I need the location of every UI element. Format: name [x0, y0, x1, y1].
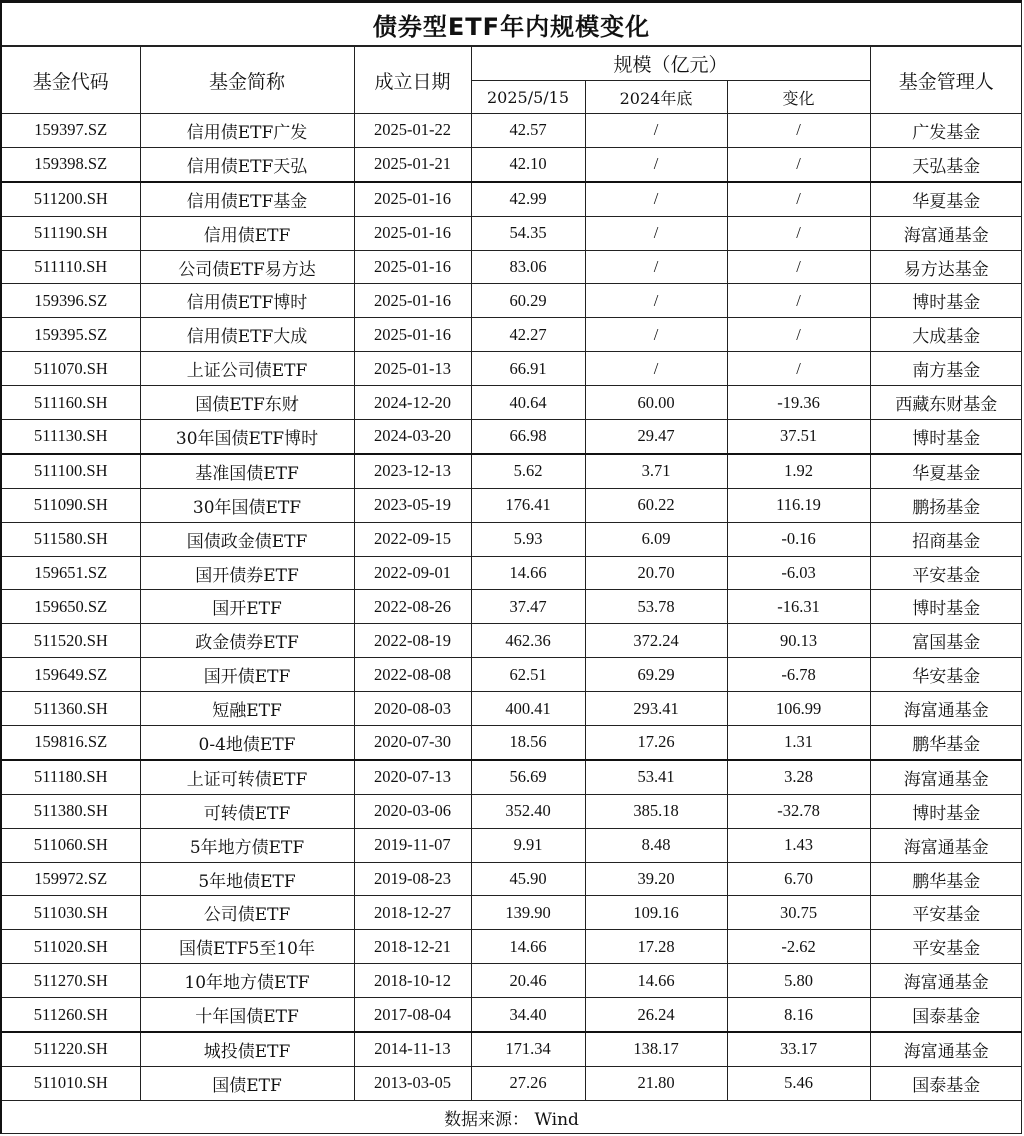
scale-change-cell: 5.80 [727, 964, 870, 998]
scale-prev-cell: 372.24 [585, 624, 727, 658]
scale-prev-cell: 109.16 [585, 896, 727, 930]
inception-date-cell: 2020-07-30 [354, 726, 471, 760]
scale-current-cell: 352.40 [471, 794, 585, 828]
fund-manager-cell: 华夏基金 [870, 454, 1022, 488]
fund-manager-cell: 海富通基金 [870, 760, 1022, 794]
scale-current-cell: 9.91 [471, 828, 585, 862]
table-body [2, 114, 1022, 1101]
scale-change-cell: 30.75 [727, 896, 870, 930]
scale-current-cell: 34.40 [471, 998, 585, 1032]
fund-manager-cell: 海富通基金 [870, 828, 1022, 862]
fund-manager-cell: 国泰基金 [870, 1066, 1022, 1100]
inception-date-cell: 2019-11-07 [354, 828, 471, 862]
inception-date-cell: 2020-07-13 [354, 760, 471, 794]
fund-manager-cell: 鹏华基金 [870, 726, 1022, 760]
table-row [2, 556, 1022, 590]
inception-date-cell: 2013-03-05 [354, 1066, 471, 1100]
inception-date-cell: 2025-01-16 [354, 318, 471, 352]
header-fund-manager: 基金管理人 [870, 47, 1022, 114]
scale-change-cell: / [727, 182, 870, 216]
fund-manager-cell: 华安基金 [870, 658, 1022, 692]
fund-manager-cell: 华夏基金 [870, 182, 1022, 216]
fund-code-cell: 511270.SH [2, 964, 140, 998]
fund-code-cell: 159396.SZ [2, 284, 140, 318]
inception-date-cell: 2025-01-16 [354, 250, 471, 284]
fund-code-cell: 159397.SZ [2, 114, 140, 148]
scale-prev-cell: / [585, 216, 727, 250]
inception-date-cell: 2022-09-01 [354, 556, 471, 590]
fund-name-cell: 公司债ETF易方达 [140, 250, 354, 284]
scale-change-cell: / [727, 318, 870, 352]
fund-code-cell: 511090.SH [2, 488, 140, 522]
scale-change-cell: -19.36 [727, 386, 870, 420]
fund-code-cell: 511110.SH [2, 250, 140, 284]
scale-prev-cell: 53.78 [585, 590, 727, 624]
fund-name-cell: 5年地债ETF [140, 862, 354, 896]
inception-date-cell: 2020-03-06 [354, 794, 471, 828]
table-row [2, 930, 1022, 964]
fund-manager-cell: 平安基金 [870, 930, 1022, 964]
scale-prev-cell: 138.17 [585, 1032, 727, 1066]
fund-code-cell: 159972.SZ [2, 862, 140, 896]
table-row [2, 284, 1022, 318]
fund-name-cell: 0-4地债ETF [140, 726, 354, 760]
scale-prev-cell: 17.26 [585, 726, 727, 760]
table-row [2, 1066, 1022, 1100]
fund-manager-cell: 博时基金 [870, 794, 1022, 828]
table-row [2, 420, 1022, 454]
scale-current-cell: 27.26 [471, 1066, 585, 1100]
table-row [2, 964, 1022, 998]
fund-code-cell: 511070.SH [2, 352, 140, 386]
scale-change-cell: -0.16 [727, 522, 870, 556]
fund-name-cell: 信用债ETF大成 [140, 318, 354, 352]
fund-name-cell: 10年地方债ETF [140, 964, 354, 998]
scale-current-cell: 5.93 [471, 522, 585, 556]
inception-date-cell: 2014-11-13 [354, 1032, 471, 1066]
fund-name-cell: 基准国债ETF [140, 454, 354, 488]
fund-name-cell: 国债ETF东财 [140, 386, 354, 420]
scale-change-cell: / [727, 250, 870, 284]
fund-name-cell: 国债政金债ETF [140, 522, 354, 556]
fund-code-cell: 511060.SH [2, 828, 140, 862]
inception-date-cell: 2025-01-13 [354, 352, 471, 386]
fund-name-cell: 信用债ETF广发 [140, 114, 354, 148]
fund-manager-cell: 海富通基金 [870, 692, 1022, 726]
fund-name-cell: 30年国债ETF博时 [140, 420, 354, 454]
scale-prev-cell: 385.18 [585, 794, 727, 828]
table-row [2, 828, 1022, 862]
inception-date-cell: 2023-05-19 [354, 488, 471, 522]
inception-date-cell: 2018-12-21 [354, 930, 471, 964]
fund-manager-cell: 鹏华基金 [870, 862, 1022, 896]
scale-change-cell: -6.03 [727, 556, 870, 590]
fund-manager-cell: 鹏扬基金 [870, 488, 1022, 522]
fund-code-cell: 511360.SH [2, 692, 140, 726]
scale-current-cell: 56.69 [471, 760, 585, 794]
fund-manager-cell: 博时基金 [870, 420, 1022, 454]
table-row [2, 216, 1022, 250]
fund-code-cell: 511200.SH [2, 182, 140, 216]
header-inception-date: 成立日期 [354, 47, 471, 114]
table-row [2, 250, 1022, 284]
inception-date-cell: 2024-03-20 [354, 420, 471, 454]
fund-manager-cell: 南方基金 [870, 352, 1022, 386]
table-row [2, 114, 1022, 148]
scale-current-cell: 66.98 [471, 420, 585, 454]
fund-code-cell: 511130.SH [2, 420, 140, 454]
fund-code-cell: 511580.SH [2, 522, 140, 556]
scale-current-cell: 5.62 [471, 454, 585, 488]
scale-prev-cell: 60.22 [585, 488, 727, 522]
scale-prev-cell: 3.71 [585, 454, 727, 488]
inception-date-cell: 2022-08-19 [354, 624, 471, 658]
header-fund-name: 基金简称 [140, 47, 354, 114]
fund-code-cell: 511030.SH [2, 896, 140, 930]
scale-change-cell: 37.51 [727, 420, 870, 454]
inception-date-cell: 2024-12-20 [354, 386, 471, 420]
fund-name-cell: 信用债ETF博时 [140, 284, 354, 318]
fund-name-cell: 30年国债ETF [140, 488, 354, 522]
fund-code-cell: 511010.SH [2, 1066, 140, 1100]
fund-manager-cell: 招商基金 [870, 522, 1022, 556]
fund-manager-cell: 海富通基金 [870, 216, 1022, 250]
fund-code-cell: 159398.SZ [2, 147, 140, 181]
scale-current-cell: 42.10 [471, 147, 585, 181]
scale-current-cell: 400.41 [471, 692, 585, 726]
table-row [2, 318, 1022, 352]
fund-code-cell: 159816.SZ [2, 726, 140, 760]
fund-name-cell: 国开ETF [140, 590, 354, 624]
fund-name-cell: 国债ETF [140, 1066, 354, 1100]
header-scale-current: 2025/5/15 [471, 81, 585, 114]
scale-current-cell: 171.34 [471, 1032, 585, 1066]
scale-prev-cell: / [585, 182, 727, 216]
header-fund-code: 基金代码 [2, 47, 140, 114]
scale-prev-cell: 20.70 [585, 556, 727, 590]
scale-current-cell: 42.99 [471, 182, 585, 216]
scale-prev-cell: 26.24 [585, 998, 727, 1032]
fund-name-cell: 信用债ETF基金 [140, 182, 354, 216]
inception-date-cell: 2023-12-13 [354, 454, 471, 488]
fund-code-cell: 511220.SH [2, 1032, 140, 1066]
scale-prev-cell: 39.20 [585, 862, 727, 896]
scale-prev-cell: 14.66 [585, 964, 727, 998]
scale-change-cell: / [727, 147, 870, 181]
scale-current-cell: 14.66 [471, 556, 585, 590]
scale-prev-cell: 21.80 [585, 1066, 727, 1100]
table-row [2, 998, 1022, 1032]
scale-prev-cell: 6.09 [585, 522, 727, 556]
fund-name-cell: 国开债ETF [140, 658, 354, 692]
scale-prev-cell: / [585, 352, 727, 386]
fund-code-cell: 511190.SH [2, 216, 140, 250]
scale-current-cell: 66.91 [471, 352, 585, 386]
fund-name-cell: 国开债券ETF [140, 556, 354, 590]
fund-manager-cell: 国泰基金 [870, 998, 1022, 1032]
fund-name-cell: 可转债ETF [140, 794, 354, 828]
table-row [2, 590, 1022, 624]
scale-current-cell: 42.27 [471, 318, 585, 352]
scale-current-cell: 20.46 [471, 964, 585, 998]
scale-current-cell: 37.47 [471, 590, 585, 624]
scale-current-cell: 54.35 [471, 216, 585, 250]
table-row [2, 658, 1022, 692]
scale-current-cell: 60.29 [471, 284, 585, 318]
table-row [2, 386, 1022, 420]
scale-change-cell: 90.13 [727, 624, 870, 658]
fund-code-cell: 159651.SZ [2, 556, 140, 590]
inception-date-cell: 2018-12-27 [354, 896, 471, 930]
fund-code-cell: 511260.SH [2, 998, 140, 1032]
fund-code-cell: 511520.SH [2, 624, 140, 658]
fund-name-cell: 城投债ETF [140, 1032, 354, 1066]
scale-prev-cell: 53.41 [585, 760, 727, 794]
table-row [2, 488, 1022, 522]
fund-manager-cell: 海富通基金 [870, 1032, 1022, 1066]
fund-manager-cell: 博时基金 [870, 590, 1022, 624]
table-row [2, 862, 1022, 896]
inception-date-cell: 2025-01-16 [354, 284, 471, 318]
scale-change-cell: 1.31 [727, 726, 870, 760]
inception-date-cell: 2025-01-16 [354, 216, 471, 250]
scale-current-cell: 83.06 [471, 250, 585, 284]
table-row [2, 726, 1022, 760]
fund-code-cell: 159395.SZ [2, 318, 140, 352]
scale-current-cell: 176.41 [471, 488, 585, 522]
header-change: 变化 [727, 81, 870, 114]
scale-change-cell: / [727, 216, 870, 250]
table-row [2, 182, 1022, 216]
scale-change-cell: -16.31 [727, 590, 870, 624]
fund-name-cell: 上证公司债ETF [140, 352, 354, 386]
scale-current-cell: 14.66 [471, 930, 585, 964]
scale-change-cell: 116.19 [727, 488, 870, 522]
scale-current-cell: 45.90 [471, 862, 585, 896]
fund-name-cell: 5年地方债ETF [140, 828, 354, 862]
fund-code-cell: 511100.SH [2, 454, 140, 488]
table-row [2, 624, 1022, 658]
fund-manager-cell: 易方达基金 [870, 250, 1022, 284]
scale-prev-cell: / [585, 147, 727, 181]
scale-prev-cell: / [585, 250, 727, 284]
scale-prev-cell: 69.29 [585, 658, 727, 692]
scale-current-cell: 139.90 [471, 896, 585, 930]
scale-change-cell: 3.28 [727, 760, 870, 794]
scale-change-cell: / [727, 114, 870, 148]
scale-change-cell: / [727, 352, 870, 386]
table-title: 债券型ETF年内规模变化 [2, 3, 1021, 46]
scale-change-cell: 5.46 [727, 1066, 870, 1100]
fund-name-cell: 公司债ETF [140, 896, 354, 930]
inception-date-cell: 2020-08-03 [354, 692, 471, 726]
fund-code-cell: 511380.SH [2, 794, 140, 828]
scale-current-cell: 62.51 [471, 658, 585, 692]
scale-prev-cell: 17.28 [585, 930, 727, 964]
scale-change-cell: 1.43 [727, 828, 870, 862]
fund-manager-cell: 博时基金 [870, 284, 1022, 318]
bond-etf-table [2, 46, 1022, 1101]
fund-name-cell: 政金债券ETF [140, 624, 354, 658]
fund-code-cell: 159650.SZ [2, 590, 140, 624]
fund-manager-cell: 平安基金 [870, 556, 1022, 590]
scale-change-cell: 1.92 [727, 454, 870, 488]
table-row [2, 794, 1022, 828]
scale-change-cell: -2.62 [727, 930, 870, 964]
fund-manager-cell: 富国基金 [870, 624, 1022, 658]
inception-date-cell: 2025-01-21 [354, 147, 471, 181]
inception-date-cell: 2019-08-23 [354, 862, 471, 896]
inception-date-cell: 2017-08-04 [354, 998, 471, 1032]
fund-name-cell: 短融ETF [140, 692, 354, 726]
scale-current-cell: 42.57 [471, 114, 585, 148]
scale-prev-cell: 60.00 [585, 386, 727, 420]
table-row [2, 1032, 1022, 1066]
fund-name-cell: 信用债ETF [140, 216, 354, 250]
scale-current-cell: 18.56 [471, 726, 585, 760]
fund-code-cell: 511180.SH [2, 760, 140, 794]
scale-prev-cell: / [585, 284, 727, 318]
source-note: 数据来源： Wind [444, 1109, 579, 1130]
scale-prev-cell: 293.41 [585, 692, 727, 726]
inception-date-cell: 2025-01-22 [354, 114, 471, 148]
scale-prev-cell: / [585, 114, 727, 148]
table-row [2, 522, 1022, 556]
inception-date-cell: 2025-01-16 [354, 182, 471, 216]
scale-current-cell: 462.36 [471, 624, 585, 658]
table-row [2, 352, 1022, 386]
table-row [2, 454, 1022, 488]
inception-date-cell: 2018-10-12 [354, 964, 471, 998]
scale-change-cell: -32.78 [727, 794, 870, 828]
scale-prev-cell: / [585, 318, 727, 352]
scale-change-cell: / [727, 284, 870, 318]
inception-date-cell: 2022-08-08 [354, 658, 471, 692]
table-row [2, 147, 1022, 181]
table-row [2, 896, 1022, 930]
table-row [2, 760, 1022, 794]
fund-code-cell: 511160.SH [2, 386, 140, 420]
fund-manager-cell: 大成基金 [870, 318, 1022, 352]
fund-name-cell: 信用债ETF天弘 [140, 147, 354, 181]
fund-name-cell: 国债ETF5至10年 [140, 930, 354, 964]
header-scale-group: 规模（亿元） [471, 47, 870, 81]
scale-change-cell: -6.78 [727, 658, 870, 692]
fund-manager-cell: 海富通基金 [870, 964, 1022, 998]
fund-manager-cell: 西藏东财基金 [870, 386, 1022, 420]
header-scale-prev: 2024年底 [585, 81, 727, 114]
fund-code-cell: 511020.SH [2, 930, 140, 964]
scale-change-cell: 33.17 [727, 1032, 870, 1066]
inception-date-cell: 2022-09-15 [354, 522, 471, 556]
fund-name-cell: 上证可转债ETF [140, 760, 354, 794]
table-row [2, 692, 1022, 726]
scale-change-cell: 106.99 [727, 692, 870, 726]
fund-manager-cell: 平安基金 [870, 896, 1022, 930]
fund-name-cell: 十年国债ETF [140, 998, 354, 1032]
fund-code-cell: 159649.SZ [2, 658, 140, 692]
fund-manager-cell: 天弘基金 [870, 147, 1022, 181]
scale-prev-cell: 29.47 [585, 420, 727, 454]
fund-manager-cell: 广发基金 [870, 114, 1022, 148]
inception-date-cell: 2022-08-26 [354, 590, 471, 624]
scale-current-cell: 40.64 [471, 386, 585, 420]
scale-prev-cell: 8.48 [585, 828, 727, 862]
scale-change-cell: 8.16 [727, 998, 870, 1032]
scale-change-cell: 6.70 [727, 862, 870, 896]
